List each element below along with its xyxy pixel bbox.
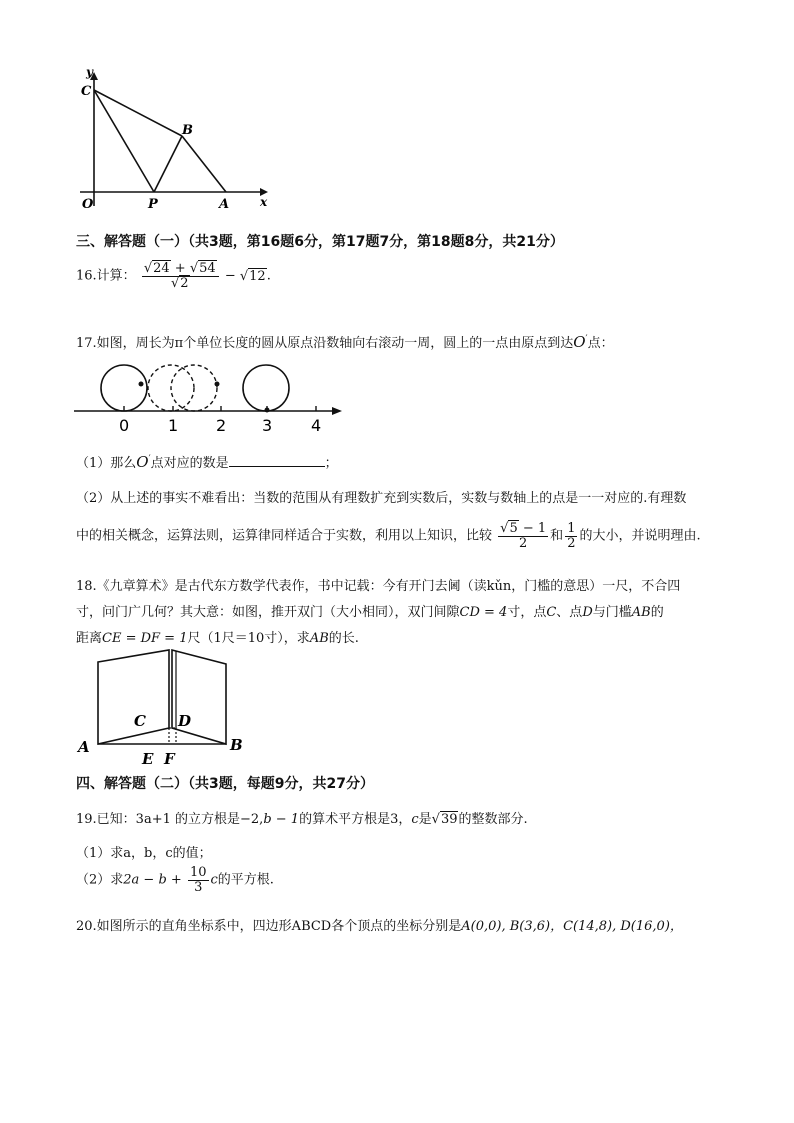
label-D-door: D — [178, 712, 192, 730]
tick-3: 3 — [262, 416, 273, 435]
q16-sqrt-54: √54 — [189, 261, 216, 276]
tick-1: 1 — [168, 416, 179, 435]
figure-coordinate-triangle — [76, 66, 276, 216]
question-17-part-2-line-1: （2）从上述的事实不难看出：当数的范围从有理数扩充到实数后，实数与数轴上的点是一一对应的.有理数 — [76, 491, 687, 506]
q16-sqrt-2: √2 — [170, 275, 189, 291]
label-A-door: A — [78, 738, 90, 756]
label-E-door: E — [142, 750, 154, 768]
question-18-line-2: 寸，问门广几何？其大意：如图，推开双门（大小相同），双门间隙CD = 4寸，点C、点D与门槛AB的 — [76, 605, 664, 620]
question-19-part-1: （1）求a，b，c的值； — [76, 846, 212, 861]
label-P: P — [148, 197, 158, 212]
q16-sqrt-12: √12 — [239, 268, 266, 284]
label-A: A — [219, 197, 230, 212]
label-B: B — [182, 123, 193, 138]
answer-blank[interactable] — [229, 454, 325, 467]
fraction-ten-thirds: $\frac{10}{3}$ — [189, 865, 207, 895]
label-C: C — [81, 84, 92, 99]
tick-0: 0 — [119, 416, 130, 435]
label-C-door: C — [134, 712, 146, 730]
question-16: 16.计算： $\frac{√24 + √54}{√2}$ − √12. — [76, 261, 271, 291]
label-F-door: F — [164, 750, 175, 768]
q16-prefix: 16.计算： — [76, 268, 136, 284]
tick-4: 4 — [311, 416, 322, 435]
q16-sqrt-24: √24 — [143, 261, 170, 276]
question-17-part-2-line-2: 中的相关概念，运算法则，运算律同样适合于实数，利用以上知识，比较 $\frac{√5 - 1}{2}$ 和 $\frac{1}{2}$ 的大小，并说明理由. — [76, 521, 701, 551]
section-3-heading: 三、解答题（一）（共3题，第16题6分，第17题7分，第18题8分，共21分） — [76, 234, 564, 250]
question-17-text: 17.如图，周长为π个单位长度的圆从原点沿数轴向右滚动一周，圆上的一点由原点到达O′点： — [76, 333, 614, 351]
q19-sqrt-39: √39 — [431, 812, 458, 827]
tick-2: 2 — [216, 416, 227, 435]
section-4-heading: 四、解答题（二）（共3题，每题9分，共27分） — [76, 776, 374, 792]
figure-number-line-circles — [70, 360, 350, 440]
question-19-part-2: （2）求2a − b + $\frac{10}{3}$ c的平方根. — [76, 865, 274, 895]
label-O: O — [82, 197, 94, 212]
question-18-line-1: 18.《九章算术》是古代东方数学代表作，书中记载：今有开门去阃（读kǔn，门槛的意思）一尺，不合四 — [76, 579, 681, 594]
fraction-sqrt5-minus-1-over-2: $\frac{√5 - 1}{2}$ — [500, 521, 547, 551]
question-19-line-1: 19.已知：3a+1 的立方根是−2,b − 1的算术平方根是3，c是√39的整数部分. — [76, 812, 528, 827]
question-17-part-1: （1）那么O′点对应的数是 ； — [76, 453, 338, 471]
figure-double-door — [76, 642, 256, 770]
fraction-one-half: $\frac{1}{2}$ — [567, 521, 576, 551]
question-20-text: 20.如图所示的直角坐标系中，四边形ABCD各个顶点的坐标分别是A(0,0), B(3,6)，C(14,8), D(16,0)， — [76, 919, 683, 934]
question-18-line-3: 距离CE = DF = 1尺（1尺＝10寸），求AB的长. — [76, 631, 359, 646]
q16-fraction: $\frac{√24 + √54}{√2}$ — [142, 262, 219, 290]
label-y: y — [86, 66, 93, 79]
label-B-door: B — [230, 736, 243, 754]
label-x: x — [260, 195, 268, 209]
